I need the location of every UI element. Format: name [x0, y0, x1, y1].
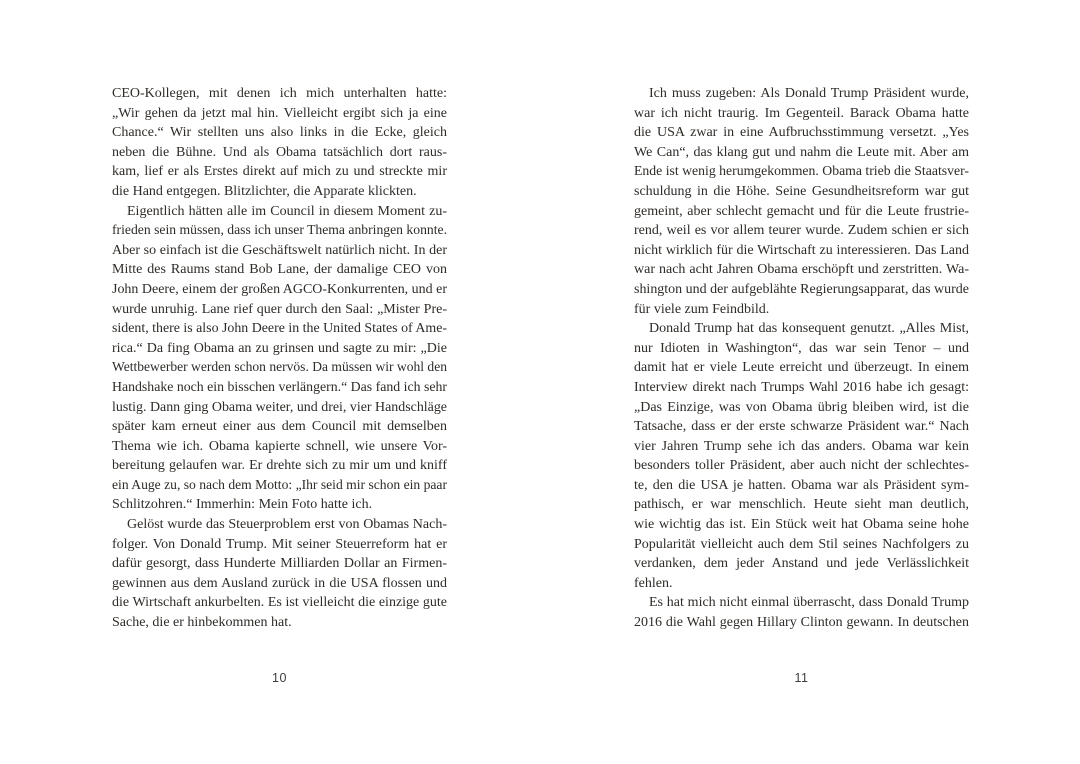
page-number-left: 10 [272, 671, 287, 685]
text-line: Aber so einfach ist die Geschäftswelt natürlich nicht. In der [112, 242, 447, 258]
text-line: kam, lief er als Erstes direkt auf mich zu und streckte mir [112, 164, 447, 180]
text-line: „Wir gehen da jetzt mal hin. Vielleicht ergibt sich ja eine [112, 105, 447, 121]
text-line: war ich nicht traurig. Im Gegenteil. Barack Obama hatte [634, 105, 969, 121]
text-line: ein Auge zu, so nach dem Motto: „Ihr seid mir schon ein paar [112, 477, 447, 493]
text-line: rica.“ Da fing Obama an zu grinsen und sagte zu mir: „Die [112, 340, 447, 356]
text-line: Schlitzohren.“ Immerhin: Mein Foto hatte ich. [112, 497, 373, 513]
text-line: pathisch, er war menschlich. Heute sieht man deutlich, [634, 497, 969, 513]
text-line: Sache, die er hinbekommen hat. [112, 615, 292, 631]
text-line: nur Idioten in Washington“, das war sein Tenor – und [634, 340, 969, 356]
text-line: Eigentlich hätten alle im Council in diesem Moment zu- [112, 202, 447, 222]
text-line: Es hat mich nicht einmal überrascht, dass Donald Trump [634, 593, 969, 613]
text-line: Tatsache, dass er der erste schwarze Präsident war.“ Nach [634, 419, 969, 435]
paragraph-indent [112, 214, 127, 215]
text-line: „Das Einzige, was von Obama übrig bleiben wird, ist die [634, 399, 969, 415]
text-line: wie wichtig das ist. Ein Stück weit hat Obama seine hohe [634, 517, 969, 533]
text-line: We Can“, das klang gut und nahm die Leute mit. Aber am [634, 144, 969, 160]
book-page-left [112, 84, 447, 633]
text-line: Handshake noch ein bisschen verlängern.“ Das fand ich sehr [112, 379, 447, 395]
text-line: nicht wirklich für die Wirtschaft zu interessieren. Das Land [634, 242, 969, 258]
text-line: shington und der aufgeblähte Regierungsapparat, das wurde [634, 281, 969, 297]
text-line: vier Jahren Trump sehe ich das anders. Obama war kein [634, 438, 969, 454]
text-line: neben die Bühne. Und als Obama tatsächlich dort raus- [112, 144, 447, 160]
text-line: gewinnen aus dem Ausland zurück in die USA flossen und [112, 575, 447, 591]
text-line: dafür gesorgt, dass Hunderte Milliarden Dollar an Firmen- [112, 556, 447, 572]
body-text-right [634, 84, 969, 633]
text-line: für viele zum Feindbild. [634, 301, 770, 317]
text-line: besonders toller Präsident, aber auch nicht der schlechtes- [634, 458, 969, 474]
text-line: folger. Von Donald Trump. Mit seiner Steuerreform hat er [112, 536, 447, 552]
paragraph-indent [112, 527, 127, 528]
text-line: wurde unruhig. Lane rief quer durch den Saal: „Mister Pre- [112, 301, 447, 317]
text-line: 2016 die Wahl gegen Hillary Clinton gewann. In deutschen [634, 615, 969, 631]
text-line: verdanken, dem jeder Anstand und jede Verlässlichkeit [634, 556, 969, 572]
text-line: sident, there is also John Deere in the United States of Ame- [112, 321, 447, 337]
paragraph-indent [634, 605, 649, 606]
text-line: schuldung in die Höhe. Seine Gesundheitsreform war gut [634, 183, 969, 199]
text-line: Thema wie ich. Obama kapierte schnell, wie unsere Vor- [112, 438, 447, 454]
text-line: Gelöst wurde das Steuerproblem erst von Obamas Nach- [112, 515, 447, 535]
text-line: Mitte des Raums stand Bob Lane, der damalige CEO von [112, 262, 447, 278]
text-line: Donald Trump hat das konsequent genutzt. „Alles Mist, [634, 319, 969, 339]
text-line: später kam erneut einer aus dem Council mit demselben [112, 419, 447, 435]
text-line: Ich muss zugeben: Als Donald Trump Präsident wurde, [634, 84, 969, 104]
book-page-right [634, 84, 969, 633]
paragraph-indent [634, 331, 649, 332]
text-line: te, den die USA je hatten. Obama war als Präsident sym- [634, 477, 969, 493]
text-line: Wettbewerber werden schon nervös. Da müssen wir wohl den [112, 360, 447, 376]
text-line: bereitung gelaufen war. Er drehte sich zu mir um und kniff [112, 458, 447, 474]
body-text-left [112, 84, 447, 633]
text-line: fehlen. [634, 575, 673, 591]
text-line: Interview direkt nach Trumps Wahl 2016 habe ich gesagt: [634, 379, 969, 395]
text-line: lustig. Dann ging Obama weiter, und drei, vier Handschläge [112, 399, 447, 415]
text-line: war nach acht Jahren Obama erschöpft und zerstritten. Wa- [634, 262, 969, 278]
text-line: gemeint, aber schlecht gemacht und für die Leute frustrie- [634, 203, 969, 219]
text-line: CEO-Kollegen, mit denen ich mich unterhalten hatte: [112, 86, 447, 101]
text-line: John Deere, einem der großen AGCO-Konkurrenten, und er [112, 281, 447, 297]
text-line: Ende ist wenig herumgekommen. Obama trieb die Staatsver- [634, 164, 969, 180]
text-line: rend, weil es vor allem teurer wurde. Zudem schien er sich [634, 223, 969, 239]
page-number-right: 11 [794, 671, 809, 685]
paragraph-indent [634, 96, 649, 97]
text-line: die Wirtschaft ankurbelten. Es ist vielleicht die einzige gute [112, 595, 447, 611]
text-line: damit hat er viele Leute erreicht und überzeugt. In einem [634, 360, 969, 376]
text-line: frieden sein müssen, dass ich unser Thema anbringen konnte. [112, 223, 447, 239]
text-line: die USA zwar in eine Aufbruchsstimmung versetzt. „Yes [634, 125, 969, 141]
text-line: die Hand entgegen. Blitzlichter, die Apparate klickten. [112, 183, 417, 199]
text-line: Chance.“ Wir stellten uns also links in die Ecke, gleich [112, 125, 447, 141]
text-line: Popularität vielleicht auch dem Stil seines Nachfolgers zu [634, 536, 969, 552]
